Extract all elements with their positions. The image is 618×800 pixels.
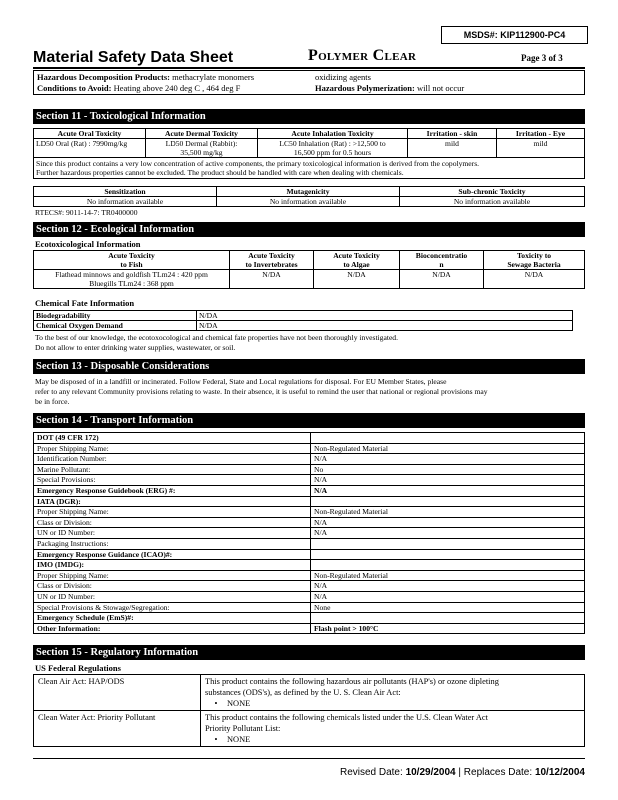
- transport-label: UN or ID Number:: [34, 528, 311, 539]
- transport-label: Packaging Instructions:: [34, 538, 311, 549]
- transport-row: [34, 538, 585, 549]
- polymerization-field: [315, 83, 464, 94]
- header-inv-line-2: to Invertebrates: [245, 260, 298, 269]
- transport-row: [34, 613, 585, 624]
- transport-label: IMO (IMDG):: [34, 560, 311, 571]
- clean-water-line-1: This product contains the following chemicals listed under the U.S. Clean Water Act: [205, 713, 488, 722]
- header-sewage: [484, 251, 585, 270]
- biodegradability-label: Biodegradability: [34, 311, 197, 321]
- inhalation-line-1: LC50 Inhalation (Rat) : >12,500 to: [279, 139, 386, 148]
- transport-label: Class or Division:: [34, 517, 311, 528]
- toxicology-note: [34, 158, 585, 179]
- cod-value: N/DA: [197, 321, 573, 331]
- transport-value: N/A: [311, 528, 585, 539]
- transport-row: [34, 464, 585, 475]
- clean-air-list-item: [205, 698, 580, 709]
- fish-line-2: Bluegills TLm24 : 368 ppm: [89, 279, 174, 288]
- transport-label: Other Information:: [34, 623, 311, 634]
- sensitization-value-row: [34, 197, 585, 207]
- ecotox-subheading: Ecotoxicological Information: [35, 239, 141, 249]
- header-fish-line-2: to Fish: [120, 260, 143, 269]
- oral-value: LD50 Oral (Rat) : 7990mg/kg: [34, 139, 146, 158]
- transport-value: [311, 433, 585, 444]
- transport-row: [34, 485, 585, 496]
- header-dermal: Acute Dermal Toxicity: [146, 129, 258, 139]
- replaces-label: | Replaces Date:: [455, 767, 535, 778]
- transport-value: Flash point > 100°C: [311, 623, 585, 634]
- transport-value: N/A: [311, 517, 585, 528]
- transport-label: Class or Division:: [34, 581, 311, 592]
- transport-label: Proper Shipping Name:: [34, 570, 311, 581]
- transport-value: Non-Regulated Material: [311, 507, 585, 518]
- transport-row: [34, 581, 585, 592]
- transport-value: [311, 613, 585, 624]
- inhalation-line-2: 16,500 ppm for 0.5 hours: [293, 148, 372, 157]
- transport-row: [34, 560, 585, 571]
- product-name: Polymer Clear: [308, 47, 417, 64]
- invertebrates-value: N/DA: [230, 270, 314, 289]
- header-subchronic: Sub-chronic Toxicity: [400, 187, 585, 197]
- transport-row: [34, 443, 585, 454]
- bioconcentration-value: N/DA: [400, 270, 484, 289]
- transport-value: N/A: [311, 591, 585, 602]
- header-alg-line-2: to Algae: [343, 260, 370, 269]
- toxicology-value-row: [34, 139, 585, 158]
- page-number: Page 3 of 3: [521, 53, 563, 63]
- section-15-heading: Section 15 - Regulatory Information: [33, 645, 585, 660]
- transport-row: [34, 591, 585, 602]
- clean-water-list-item: [205, 734, 580, 745]
- transport-row: [34, 475, 585, 486]
- transport-row: [34, 454, 585, 465]
- transport-value: N/A: [311, 475, 585, 486]
- disposal-line-2: refer to any relevant Community provisions relating to waste. In their absence, it is useful to remind the user that national or regional provisions may: [35, 387, 488, 396]
- header-fish-line-1: Acute Toxicity: [108, 251, 155, 260]
- ecotox-header-row: [34, 251, 585, 270]
- header-mutagenicity: Mutagenicity: [217, 187, 400, 197]
- transport-value: N/A: [311, 581, 585, 592]
- footer-dates: [300, 767, 585, 778]
- transport-label: IATA (DGR):: [34, 496, 311, 507]
- toxicology-header-row: [34, 129, 585, 139]
- ecology-note-2: Do not allow to enter drinking water supplies, wastewater, or soil.: [35, 342, 236, 352]
- avoid-value: Heating above 240 deg C , 464 deg F: [111, 83, 241, 93]
- header-sew-line-1: Toxicity to: [516, 251, 552, 260]
- header-bio-line-2: n: [439, 260, 444, 269]
- transport-value: None: [311, 602, 585, 613]
- header-eye: Irritation - Eye: [497, 129, 585, 139]
- regulatory-table: [33, 674, 585, 747]
- dermal-value: [146, 139, 258, 158]
- document-title: Material Safety Data Sheet: [33, 49, 234, 66]
- transport-label: Special Provisions & Stowage/Segregation:: [34, 602, 311, 613]
- header-bio-line-1: Bioconcentratio: [415, 251, 468, 260]
- ecotox-table: [33, 250, 585, 289]
- eye-value: mild: [497, 139, 585, 158]
- disposal-text: [35, 377, 585, 407]
- transport-row: [34, 602, 585, 613]
- transport-label: Emergency Response Guidebook (ERG) #:: [34, 485, 311, 496]
- decomposition-row: [37, 72, 581, 83]
- subchronic-value: No information available: [400, 197, 585, 207]
- transport-row: [34, 433, 585, 444]
- header-rule: [33, 67, 585, 69]
- dermal-line-2: 35,500 mg/kg: [180, 148, 223, 157]
- clean-water-line-2: Priority Pollutant List:: [205, 724, 281, 733]
- transport-label: Special Provisions:: [34, 475, 311, 486]
- ecology-note-1: To the best of our knowledge, the ecotoxocological and chemical fate properties have not been thoroughly investigated.: [35, 333, 399, 342]
- transport-label: Proper Shipping Name:: [34, 507, 311, 518]
- revised-label: Revised Date:: [339, 767, 406, 778]
- header-sew-line-2: Sewage Bacteria: [507, 260, 561, 269]
- decomposition-value: methacrylate monomers: [170, 72, 255, 82]
- fate-row-biodegradability: [34, 311, 573, 321]
- footer-rule: [33, 758, 585, 759]
- transport-value: [311, 496, 585, 507]
- transport-label: DOT (49 CFR 172): [34, 433, 311, 444]
- sensitization-header-row: [34, 187, 585, 197]
- transport-value: [311, 560, 585, 571]
- clean-water-row: [34, 711, 585, 747]
- clean-air-item: NONE: [227, 699, 251, 708]
- clean-water-item: NONE: [227, 735, 251, 744]
- transport-row: [34, 623, 585, 634]
- transport-value: Non-Regulated Material: [311, 443, 585, 454]
- transport-value: N/A: [311, 454, 585, 465]
- transport-label: UN or ID Number:: [34, 591, 311, 602]
- fate-row-cod: [34, 321, 573, 331]
- section-13-heading: Section 13 - Disposable Considerations: [33, 359, 585, 374]
- clean-water-label: Clean Water Act: Priority Pollutant: [34, 711, 201, 747]
- fate-subheading: Chemical Fate Information: [35, 298, 135, 308]
- header-invertebrates: [230, 251, 314, 270]
- header-skin: Irritation - skin: [408, 129, 497, 139]
- header-bioconcentration: [400, 251, 484, 270]
- rtecs-number: RTECS#: 9011-14-7: TR0400000: [35, 208, 138, 217]
- bullet-icon: •: [214, 699, 218, 708]
- fate-table: [33, 310, 573, 331]
- replaces-date: 10/12/2004: [534, 767, 585, 778]
- dermal-line-1: LD50 Dermal (Rabbit):: [165, 139, 238, 148]
- fish-value: [34, 270, 230, 289]
- section-12-heading: Section 12 - Ecological Information: [33, 222, 585, 237]
- transport-row: [34, 517, 585, 528]
- sewage-value: N/DA: [484, 270, 585, 289]
- sensitization-value: No information available: [34, 197, 217, 207]
- transport-label: Emergency Schedule (EmS)#:: [34, 613, 311, 624]
- ecology-note: [35, 333, 585, 352]
- transport-value: No: [311, 464, 585, 475]
- clean-air-line-1: This product contains the following hazardous air pollutants (HAP's) or ozone dipleting: [205, 677, 499, 686]
- ecotox-value-row: [34, 270, 585, 289]
- inhalation-value: [258, 139, 408, 158]
- header-algae: [314, 251, 400, 270]
- biodegradability-value: N/DA: [197, 311, 573, 321]
- header-alg-line-1: Acute Toxicity: [333, 251, 380, 260]
- transport-row: [34, 528, 585, 539]
- toxicology-note-2: Further hazardous properties cannot be excluded. The product should be handled with care when dealing with chemicals.: [36, 168, 404, 177]
- section-11-heading: Section 11 - Toxicological Information: [33, 109, 585, 124]
- mutagenicity-value: No information available: [217, 197, 400, 207]
- skin-value: mild: [408, 139, 497, 158]
- transport-label: Identification Number:: [34, 454, 311, 465]
- avoid-label: Conditions to Avoid:: [37, 83, 112, 93]
- disposal-line-1: May be disposed of in a landfill or incinerated. Follow Federal, State and Local regulations for disposal. For EU Member States, please: [35, 377, 447, 386]
- fish-line-1: Flathead minnows and goldfish TLm24 : 420 ppm: [55, 270, 208, 279]
- transport-value: [311, 538, 585, 549]
- header-inhalation: Acute Inhalation Toxicity: [258, 129, 408, 139]
- msds-number: MSDS#: KIP112900-PC4: [441, 26, 588, 44]
- transport-row: [34, 570, 585, 581]
- clean-air-text: [201, 675, 585, 711]
- clean-water-text: [201, 711, 585, 747]
- decomposition-value-2: oxidizing agents: [315, 72, 371, 82]
- clean-air-row: [34, 675, 585, 711]
- transport-value: N/A: [311, 485, 585, 496]
- cod-label: Chemical Oxygen Demand: [34, 321, 197, 331]
- header-sensitization: Sensitization: [34, 187, 217, 197]
- toxicology-table: [33, 128, 585, 179]
- toxicology-note-1: Since this product contains a very low concentration of active components, the primary toxicological information is derived from the copolymers.: [36, 159, 480, 168]
- avoid-row: [37, 83, 581, 94]
- decomposition-label: Hazardous Decomposition Products:: [37, 72, 171, 82]
- clean-air-line-2: substances (ODS's), as defined by the U. S. Clean Air Act:: [205, 688, 401, 697]
- transport-label: Emergency Response Guidance (ICAO)#:: [34, 549, 311, 560]
- clean-air-label: Clean Air Act: HAP/ODS: [34, 675, 201, 711]
- section-14-heading: Section 14 - Transport Information: [33, 413, 585, 428]
- transport-row: [34, 507, 585, 518]
- transport-table: [33, 432, 585, 634]
- header-oral: Acute Oral Toxicity: [34, 129, 146, 139]
- bullet-icon: •: [214, 735, 218, 744]
- polymerization-value: will not occur: [414, 83, 465, 93]
- us-federal-subheading: US Federal Regulations: [35, 663, 121, 673]
- transport-body: [34, 433, 585, 634]
- transport-row: [34, 496, 585, 507]
- disposal-line-3: be in force.: [35, 397, 70, 406]
- polymerization-label: Hazardous Polymerization:: [315, 83, 415, 93]
- transport-row: [34, 549, 585, 560]
- transport-value: [311, 549, 585, 560]
- header-inv-line-1: Acute Toxicity: [248, 251, 295, 260]
- toxicology-note-row: [34, 158, 585, 179]
- transport-value: Non-Regulated Material: [311, 570, 585, 581]
- header-fish: [34, 251, 230, 270]
- transport-label: Marine Pollutant:: [34, 464, 311, 475]
- sensitization-table: [33, 186, 585, 207]
- revised-date: 10/29/2004: [405, 767, 456, 778]
- algae-value: N/DA: [314, 270, 400, 289]
- transport-label: Proper Shipping Name:: [34, 443, 311, 454]
- hazards-box: [33, 70, 585, 95]
